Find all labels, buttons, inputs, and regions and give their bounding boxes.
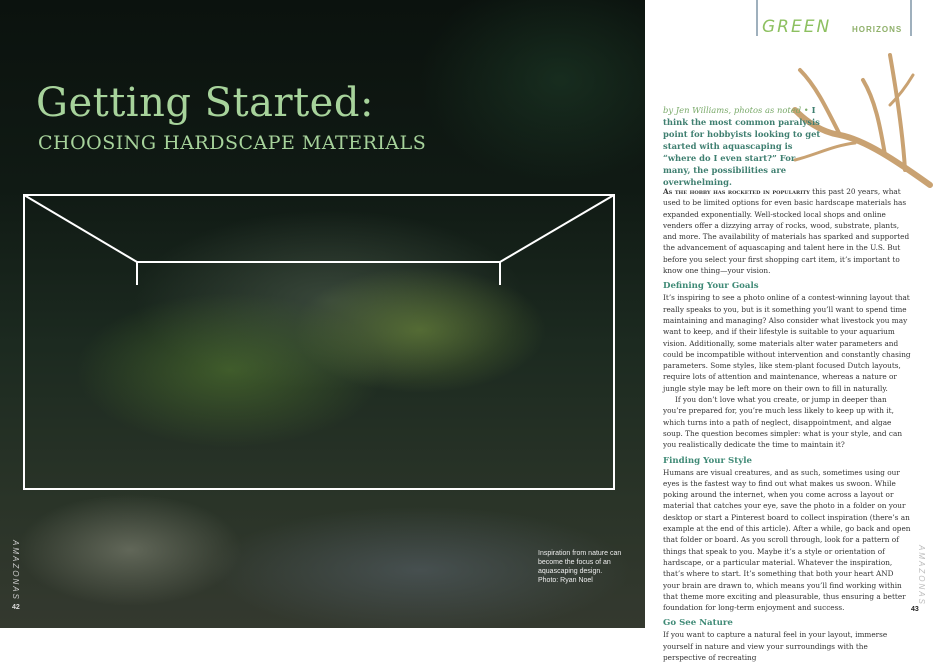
article-subtitle: CHOOSING HARDSCAPE MATERIALS [38, 132, 427, 154]
side-label-right: AMAZONAS [917, 545, 926, 606]
heading-go-see-nature: Go See Nature [663, 618, 733, 629]
article-title: Getting Started: [36, 80, 374, 126]
byline-intro [663, 104, 823, 188]
paragraph: If you want to capture a natural feel in your layout, immerse yourself in nature and view your surroundings with the perspective of recreating [663, 630, 888, 662]
section-name-green: GREEN [762, 17, 832, 37]
frame-inner-top [24, 195, 614, 262]
photo-caption: Inspiration from nature can become the focus of an aquascaping design. Photo: Ryan Noel [538, 550, 622, 584]
heading-finding-style: Finding Your Style [663, 455, 752, 466]
heading-defining-goals: Defining Your Goals [663, 281, 759, 292]
lead-in: As the hobby has rocketed in popularity [663, 187, 810, 196]
side-label-left: AMAZONAS [11, 540, 20, 601]
paragraph: this past 20 years, what used to be limited options for even basic hardscape materials has expanded exponentially. Well-stocked local shops and online venders offer a dizzying array of rocks, wood, substrate, plants, and more. The availability of materials has sparked and supported the advancement of aquascaping and talent here in the U.S. But before you select your first shopping cart item, it’s important to know one thing—your vision. [663, 187, 910, 276]
page-number-left: 42 [12, 604, 20, 611]
frame-outer [24, 195, 614, 489]
intro-text: I think the most common paralysis point for hobbyists looking to get started with aquascaping is “where do I even start?” For many, the possibilities are overwhelming. [663, 105, 821, 187]
page-number-right: 43 [911, 606, 919, 613]
paragraph: If you don’t love what you create, or jump in deeper than you’re prepared for, you’re much less likely to keep up with it, which turns into a path of neglect, disappointment, and algae soup. The question becomes simpler: what is your style, and can you realistically dedicate the time to maintain it? [663, 395, 903, 450]
section-name-horizons: HORIZONS [852, 25, 903, 34]
paragraph: It’s inspiring to see a photo online of a contest-winning layout that really speaks to you, but is it something you’ll want to spend time maintaining and managing? Also consider what livestock you may want to keep, and if their lifestyle is suitable to your aquarium vision. Additionally, some materials alter water parameters and could be incompatible without intervention and constantly chasing parameters. Some styles, like stem-plant focused Dutch layouts, require lots of attention and maintenance, whereas a nature or jungle style may be left more on their own to fill in naturally. [663, 293, 911, 393]
byline: by Jen Williams, photos as noted • [663, 105, 809, 115]
article-body [663, 186, 911, 663]
paragraph: Humans are visual creatures, and as such, sometimes using our eyes is the fastest way to find out what makes us swoon. While poking around the internet, when you come across a layout or material that catches your eye, save the photo in a folder on your desktop or start a Pinterest board to collect inspiration (there’s an example at the end of this article). After a while, go back and open that folder or board. As you scroll through, look for a pattern of things that speak to you. Maybe it’s a style or orientation of hardscape, or a particular material. Whatever the inspiration, that’s where to start. It’s something that both your heart AND your brain are drawn to, which means you’ll find working within that theme more exciting and pleasurable, thus ensuring a better foundation for long-term enjoyment and success. [663, 467, 911, 613]
